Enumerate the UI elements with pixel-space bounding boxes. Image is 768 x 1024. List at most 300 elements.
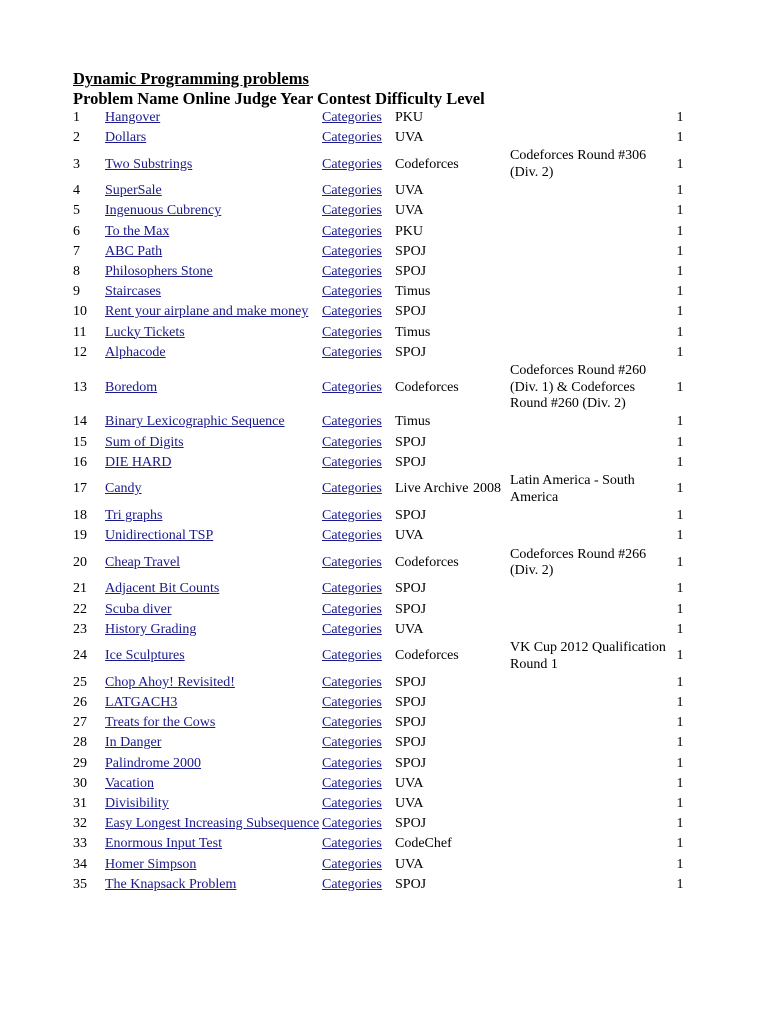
categories-link[interactable]: Categories <box>322 648 382 664</box>
categories-link[interactable]: Categories <box>322 507 382 523</box>
problem-number-cell <box>73 473 105 506</box>
online-judge-cell <box>395 713 473 733</box>
table-row <box>73 855 690 875</box>
problem-name-link-cell <box>105 835 322 855</box>
categories-link[interactable]: Categories <box>322 183 382 199</box>
categories-link-cell <box>322 202 395 222</box>
table-row <box>73 242 690 262</box>
online-judge: SPOJ <box>395 755 427 771</box>
problem-name-link-cell <box>105 526 322 546</box>
problem-name-link[interactable]: Dollars <box>105 130 147 146</box>
difficulty-level-cell <box>670 713 690 733</box>
online-judge: Timus <box>395 414 431 430</box>
problem-number-cell <box>73 108 105 128</box>
problem-number: 16 <box>73 454 87 470</box>
online-judge-cell <box>395 774 473 794</box>
contest-name-cell <box>510 222 670 242</box>
contest-year-cell <box>473 600 510 620</box>
problem-number: 1 <box>73 109 80 125</box>
categories-link-cell <box>322 620 395 640</box>
categories-link[interactable]: Categories <box>322 454 382 470</box>
problem-number-cell <box>73 343 105 363</box>
difficulty-level-cell <box>670 453 690 473</box>
online-judge-cell <box>395 343 473 363</box>
difficulty-level: 1 <box>676 755 684 771</box>
categories-link[interactable]: Categories <box>322 481 382 497</box>
categories-link[interactable]: Categories <box>322 284 382 300</box>
contest-year-cell <box>473 181 510 201</box>
contest-year-cell <box>473 433 510 453</box>
contest-name-cell <box>510 835 670 855</box>
difficulty-level-cell <box>670 506 690 526</box>
problem-name-link[interactable]: Two Substrings <box>105 156 193 172</box>
categories-link[interactable]: Categories <box>322 243 382 259</box>
online-judge: SPOJ <box>395 601 427 617</box>
problem-number: 4 <box>73 183 80 199</box>
difficulty-level: 1 <box>676 621 684 637</box>
online-judge: SPOJ <box>395 715 427 731</box>
contest-year-cell <box>473 282 510 302</box>
online-judge-cell <box>395 794 473 814</box>
difficulty-level-cell <box>670 814 690 834</box>
problem-name-link[interactable]: Divisibility <box>105 796 169 812</box>
difficulty-level-cell <box>670 754 690 774</box>
categories-link[interactable]: Categories <box>322 695 382 711</box>
contest-year-cell <box>473 620 510 640</box>
contest-year-cell <box>473 453 510 473</box>
problem-name-link-cell <box>105 754 322 774</box>
table-row <box>73 303 690 323</box>
table-row <box>73 128 690 148</box>
contest-name-cell <box>510 673 670 693</box>
problem-name-link[interactable]: Tri graphs <box>105 507 163 523</box>
problem-name-link[interactable]: Adjacent Bit Counts <box>105 581 220 597</box>
problem-number: 26 <box>73 695 87 711</box>
problem-name-link[interactable]: Palindrome 2000 <box>105 755 202 771</box>
problem-name-link-cell <box>105 128 322 148</box>
online-judge-cell <box>395 693 473 713</box>
online-judge-cell <box>395 814 473 834</box>
difficulty-level: 1 <box>676 528 684 544</box>
table-row <box>73 620 690 640</box>
contest-name-cell <box>510 526 670 546</box>
problem-name-link[interactable]: Philosophers Stone <box>105 263 213 279</box>
online-judge: UVA <box>395 775 424 791</box>
categories-link-cell <box>322 433 395 453</box>
problem-number: 33 <box>73 836 87 852</box>
problem-number-cell <box>73 794 105 814</box>
online-judge: Live Archive <box>395 481 469 497</box>
problem-name-link-cell <box>105 620 322 640</box>
problem-name-link[interactable]: Rent your airplane and make money <box>105 304 309 320</box>
problem-name-link-cell <box>105 222 322 242</box>
categories-link-cell <box>322 148 395 181</box>
contest-name-cell <box>510 693 670 713</box>
categories-link-cell <box>322 181 395 201</box>
problem-name-link[interactable]: History Grading <box>105 621 197 637</box>
problem-number-cell <box>73 526 105 546</box>
problem-name-link[interactable]: Easy Longest Increasing Subsequence <box>105 816 320 832</box>
difficulty-level: 1 <box>676 735 684 751</box>
categories-link[interactable]: Categories <box>322 554 382 570</box>
problem-number: 19 <box>73 528 87 544</box>
problem-name-link[interactable]: Unidirectional TSP <box>105 528 214 544</box>
difficulty-level: 1 <box>676 601 684 617</box>
problem-number-cell <box>73 547 105 580</box>
problem-number-cell <box>73 506 105 526</box>
problem-name-link-cell <box>105 673 322 693</box>
problem-name-link-cell <box>105 580 322 600</box>
problem-name-link[interactable]: Vacation <box>105 775 154 791</box>
contest-name-cell <box>510 181 670 201</box>
problem-name-link-cell <box>105 343 322 363</box>
categories-link[interactable]: Categories <box>322 528 382 544</box>
online-judge: SPOJ <box>395 735 427 751</box>
categories-link[interactable]: Categories <box>322 130 382 146</box>
categories-link[interactable]: Categories <box>322 581 382 597</box>
problem-number-cell <box>73 413 105 433</box>
online-judge-cell <box>395 855 473 875</box>
problem-number-cell <box>73 713 105 733</box>
online-judge: PKU <box>395 109 424 125</box>
contest-year-cell <box>473 547 510 580</box>
problem-name-link[interactable]: Sum of Digits <box>105 434 184 450</box>
problem-number: 12 <box>73 344 87 360</box>
categories-link-cell <box>322 754 395 774</box>
categories-link-cell <box>322 600 395 620</box>
problem-number-cell <box>73 181 105 201</box>
problem-name-link-cell <box>105 506 322 526</box>
table-row <box>73 202 690 222</box>
categories-link-cell <box>322 473 395 506</box>
difficulty-level: 1 <box>676 856 684 872</box>
problem-number: 2 <box>73 130 80 146</box>
categories-link[interactable]: Categories <box>322 223 382 239</box>
difficulty-level: 1 <box>676 715 684 731</box>
categories-link[interactable]: Categories <box>322 876 382 892</box>
problem-name-link-cell <box>105 202 322 222</box>
problem-number-cell <box>73 453 105 473</box>
contest-year-cell <box>473 222 510 242</box>
contest-year-cell <box>473 526 510 546</box>
contest-year-cell <box>473 506 510 526</box>
problem-number-cell <box>73 693 105 713</box>
categories-link-cell <box>322 673 395 693</box>
online-judge: UVA <box>395 621 424 637</box>
online-judge: SPOJ <box>395 695 427 711</box>
table-row <box>73 835 690 855</box>
contest-name: Codeforces Round #260 (Div. 1) & Codeforces Round #260 (Div. 2) <box>510 363 647 412</box>
problem-number-cell <box>73 363 105 413</box>
contest-year-cell <box>473 754 510 774</box>
online-judge: Timus <box>395 284 431 300</box>
contest-name-cell <box>510 855 670 875</box>
problem-name-link[interactable]: Enormous Input Test <box>105 836 222 852</box>
categories-link[interactable]: Categories <box>322 304 382 320</box>
problem-number: 17 <box>73 481 87 497</box>
online-judge: SPOJ <box>395 581 427 597</box>
problem-name-link[interactable]: Ice Sculptures <box>105 648 185 664</box>
page-title: Dynamic Programming problems <box>73 69 309 88</box>
difficulty-level-cell <box>670 323 690 343</box>
difficulty-level-cell <box>670 875 690 895</box>
difficulty-level-cell <box>670 580 690 600</box>
categories-link-cell <box>322 343 395 363</box>
online-judge-cell <box>395 433 473 453</box>
problem-name-link-cell <box>105 473 322 506</box>
categories-link-cell <box>322 875 395 895</box>
problem-name-link[interactable]: SuperSale <box>105 183 162 199</box>
problem-name-link-cell <box>105 734 322 754</box>
difficulty-level: 1 <box>676 379 684 395</box>
online-judge: SPOJ <box>395 304 427 320</box>
categories-link[interactable]: Categories <box>322 836 382 852</box>
table-row <box>73 473 690 506</box>
difficulty-level-cell <box>670 774 690 794</box>
categories-link[interactable]: Categories <box>322 601 382 617</box>
problem-name-link-cell <box>105 433 322 453</box>
categories-link[interactable]: Categories <box>322 715 382 731</box>
problem-name-link[interactable]: Cheap Travel <box>105 554 181 570</box>
online-judge: SPOJ <box>395 876 427 892</box>
problem-name-link-cell <box>105 363 322 413</box>
online-judge: UVA <box>395 796 424 812</box>
contest-year-cell <box>473 303 510 323</box>
online-judge: SPOJ <box>395 434 427 450</box>
problem-name-link[interactable]: Hangover <box>105 109 161 125</box>
difficulty-level: 1 <box>676 263 684 279</box>
online-judge: PKU <box>395 223 424 239</box>
categories-link[interactable]: Categories <box>322 379 382 395</box>
difficulty-level-cell <box>670 673 690 693</box>
categories-link[interactable]: Categories <box>322 816 382 832</box>
online-judge-cell <box>395 734 473 754</box>
problem-number-cell <box>73 202 105 222</box>
table-row <box>73 547 690 580</box>
problem-name-link[interactable]: To the Max <box>105 223 170 239</box>
difficulty-level-cell <box>670 282 690 302</box>
online-judge: SPOJ <box>395 344 427 360</box>
online-judge: Codeforces <box>395 156 459 172</box>
problem-number-cell <box>73 128 105 148</box>
categories-link-cell <box>322 835 395 855</box>
online-judge-cell <box>395 547 473 580</box>
table-row <box>73 506 690 526</box>
online-judge: UVA <box>395 183 424 199</box>
categories-link[interactable]: Categories <box>322 263 382 279</box>
contest-year-cell <box>473 734 510 754</box>
categories-link[interactable]: Categories <box>322 856 382 872</box>
difficulty-level-cell <box>670 794 690 814</box>
difficulty-level-cell <box>670 181 690 201</box>
column-header-line: Problem Name Online Judge Year Contest Difficulty Level <box>73 89 485 108</box>
problem-name-link-cell <box>105 303 322 323</box>
difficulty-level-cell <box>670 835 690 855</box>
categories-link-cell <box>322 453 395 473</box>
difficulty-level-cell <box>670 108 690 128</box>
online-judge-cell <box>395 835 473 855</box>
problem-name-link[interactable]: ABC Path <box>105 243 163 259</box>
categories-link-cell <box>322 303 395 323</box>
categories-link-cell <box>322 323 395 343</box>
categories-link[interactable]: Categories <box>322 796 382 812</box>
contest-name: Codeforces Round #306 (Div. 2) <box>510 148 647 180</box>
difficulty-level: 1 <box>676 203 684 219</box>
online-judge: SPOJ <box>395 674 427 690</box>
online-judge-cell <box>395 526 473 546</box>
problem-name-link[interactable]: The Knapsack Problem <box>105 876 237 892</box>
online-judge-cell <box>395 148 473 181</box>
table-row <box>73 693 690 713</box>
table-row <box>73 323 690 343</box>
table-row <box>73 453 690 473</box>
problem-number: 32 <box>73 816 87 832</box>
categories-link[interactable]: Categories <box>322 674 382 690</box>
categories-link[interactable]: Categories <box>322 434 382 450</box>
problem-name-link[interactable]: Staircases <box>105 284 161 300</box>
contest-year-cell <box>473 794 510 814</box>
table-row <box>73 814 690 834</box>
contest-year-cell <box>473 814 510 834</box>
difficulty-level-cell <box>670 473 690 506</box>
contest-name-cell <box>510 242 670 262</box>
online-judge-cell <box>395 202 473 222</box>
contest-year-cell <box>473 343 510 363</box>
difficulty-level-cell <box>670 242 690 262</box>
online-judge: Codeforces <box>395 648 459 664</box>
problem-number-cell <box>73 814 105 834</box>
contest-name: Latin America - South America <box>510 473 635 505</box>
categories-link[interactable]: Categories <box>322 324 382 340</box>
online-judge: Codeforces <box>395 379 459 395</box>
contest-name-cell <box>510 433 670 453</box>
table-row <box>73 580 690 600</box>
table-row <box>73 282 690 302</box>
problem-name-link[interactable]: Ingenuous Cubrency <box>105 203 222 219</box>
problem-name-link-cell <box>105 693 322 713</box>
problem-name-link-cell <box>105 855 322 875</box>
online-judge-cell <box>395 262 473 282</box>
contest-name-cell <box>510 640 670 673</box>
difficulty-level: 1 <box>676 775 684 791</box>
contest-year-cell <box>473 875 510 895</box>
table-row <box>73 363 690 413</box>
difficulty-level: 1 <box>676 324 684 340</box>
problem-name-link-cell <box>105 640 322 673</box>
online-judge-cell <box>395 673 473 693</box>
difficulty-level: 1 <box>676 695 684 711</box>
online-judge-cell <box>395 413 473 433</box>
online-judge-cell <box>395 242 473 262</box>
contest-name-cell <box>510 363 670 413</box>
categories-link[interactable]: Categories <box>322 735 382 751</box>
problem-name-link[interactable]: In Danger <box>105 735 162 751</box>
problem-number-cell <box>73 640 105 673</box>
problem-name-link[interactable]: DIE HARD <box>105 454 172 470</box>
problem-number: 30 <box>73 775 87 791</box>
contest-year-cell <box>473 108 510 128</box>
online-judge-cell <box>395 473 473 506</box>
problem-number-cell <box>73 242 105 262</box>
problem-name-link-cell <box>105 108 322 128</box>
problem-number-cell <box>73 855 105 875</box>
categories-link[interactable]: Categories <box>322 156 382 172</box>
categories-link[interactable]: Categories <box>322 109 382 125</box>
problem-name-link[interactable]: Lucky Tickets <box>105 324 185 340</box>
difficulty-level: 1 <box>676 243 684 259</box>
online-judge-cell <box>395 620 473 640</box>
problem-name-link[interactable]: Candy <box>105 481 142 497</box>
categories-link[interactable]: Categories <box>322 755 382 771</box>
difficulty-level: 1 <box>676 836 684 852</box>
problem-name-link[interactable]: Treats for the Cows <box>105 715 216 731</box>
problem-name-link[interactable]: Chop Ahoy! Revisited! <box>105 674 235 690</box>
online-judge-cell <box>395 363 473 413</box>
contest-year: 2008 <box>473 481 501 497</box>
problem-name-link-cell <box>105 181 322 201</box>
difficulty-level-cell <box>670 640 690 673</box>
contest-name-cell <box>510 875 670 895</box>
difficulty-level: 1 <box>676 156 684 172</box>
contest-year-cell <box>473 693 510 713</box>
categories-link-cell <box>322 855 395 875</box>
online-judge-cell <box>395 323 473 343</box>
categories-link-cell <box>322 363 395 413</box>
problem-number: 31 <box>73 796 87 812</box>
categories-link-cell <box>322 108 395 128</box>
difficulty-level: 1 <box>676 816 684 832</box>
difficulty-level: 1 <box>676 284 684 300</box>
problem-number-cell <box>73 323 105 343</box>
categories-link[interactable]: Categories <box>322 344 382 360</box>
contest-year-cell <box>473 363 510 413</box>
difficulty-level-cell <box>670 303 690 323</box>
table-row <box>73 148 690 181</box>
table-row <box>73 108 690 128</box>
problem-name-link[interactable]: Boredom <box>105 379 158 395</box>
table-row <box>73 262 690 282</box>
table-row <box>73 673 690 693</box>
categories-link[interactable]: Categories <box>322 775 382 791</box>
contest-year-cell <box>473 713 510 733</box>
problem-name-link[interactable]: Homer Simpson <box>105 856 197 872</box>
problem-number: 10 <box>73 304 87 320</box>
categories-link[interactable]: Categories <box>322 414 382 430</box>
categories-link[interactable]: Categories <box>322 203 382 219</box>
problem-name-link[interactable]: LATGACH3 <box>105 695 178 711</box>
contest-name-cell <box>510 323 670 343</box>
problem-name-link[interactable]: Scuba diver <box>105 601 172 617</box>
problem-name-link-cell <box>105 242 322 262</box>
online-judge: UVA <box>395 203 424 219</box>
categories-link[interactable]: Categories <box>322 621 382 637</box>
problem-name-link[interactable]: Binary Lexicographic Sequence <box>105 414 285 430</box>
difficulty-level-cell <box>670 202 690 222</box>
online-judge-cell <box>395 580 473 600</box>
categories-link-cell <box>322 774 395 794</box>
problem-number: 18 <box>73 507 87 523</box>
problem-number-cell <box>73 673 105 693</box>
problem-number-cell <box>73 754 105 774</box>
difficulty-level: 1 <box>676 223 684 239</box>
problem-name-link[interactable]: Alphacode <box>105 344 166 360</box>
contest-name-cell <box>510 453 670 473</box>
contest-year-cell <box>473 673 510 693</box>
table-row <box>73 794 690 814</box>
problem-number: 5 <box>73 203 80 219</box>
online-judge-cell <box>395 128 473 148</box>
problem-name-link-cell <box>105 413 322 433</box>
